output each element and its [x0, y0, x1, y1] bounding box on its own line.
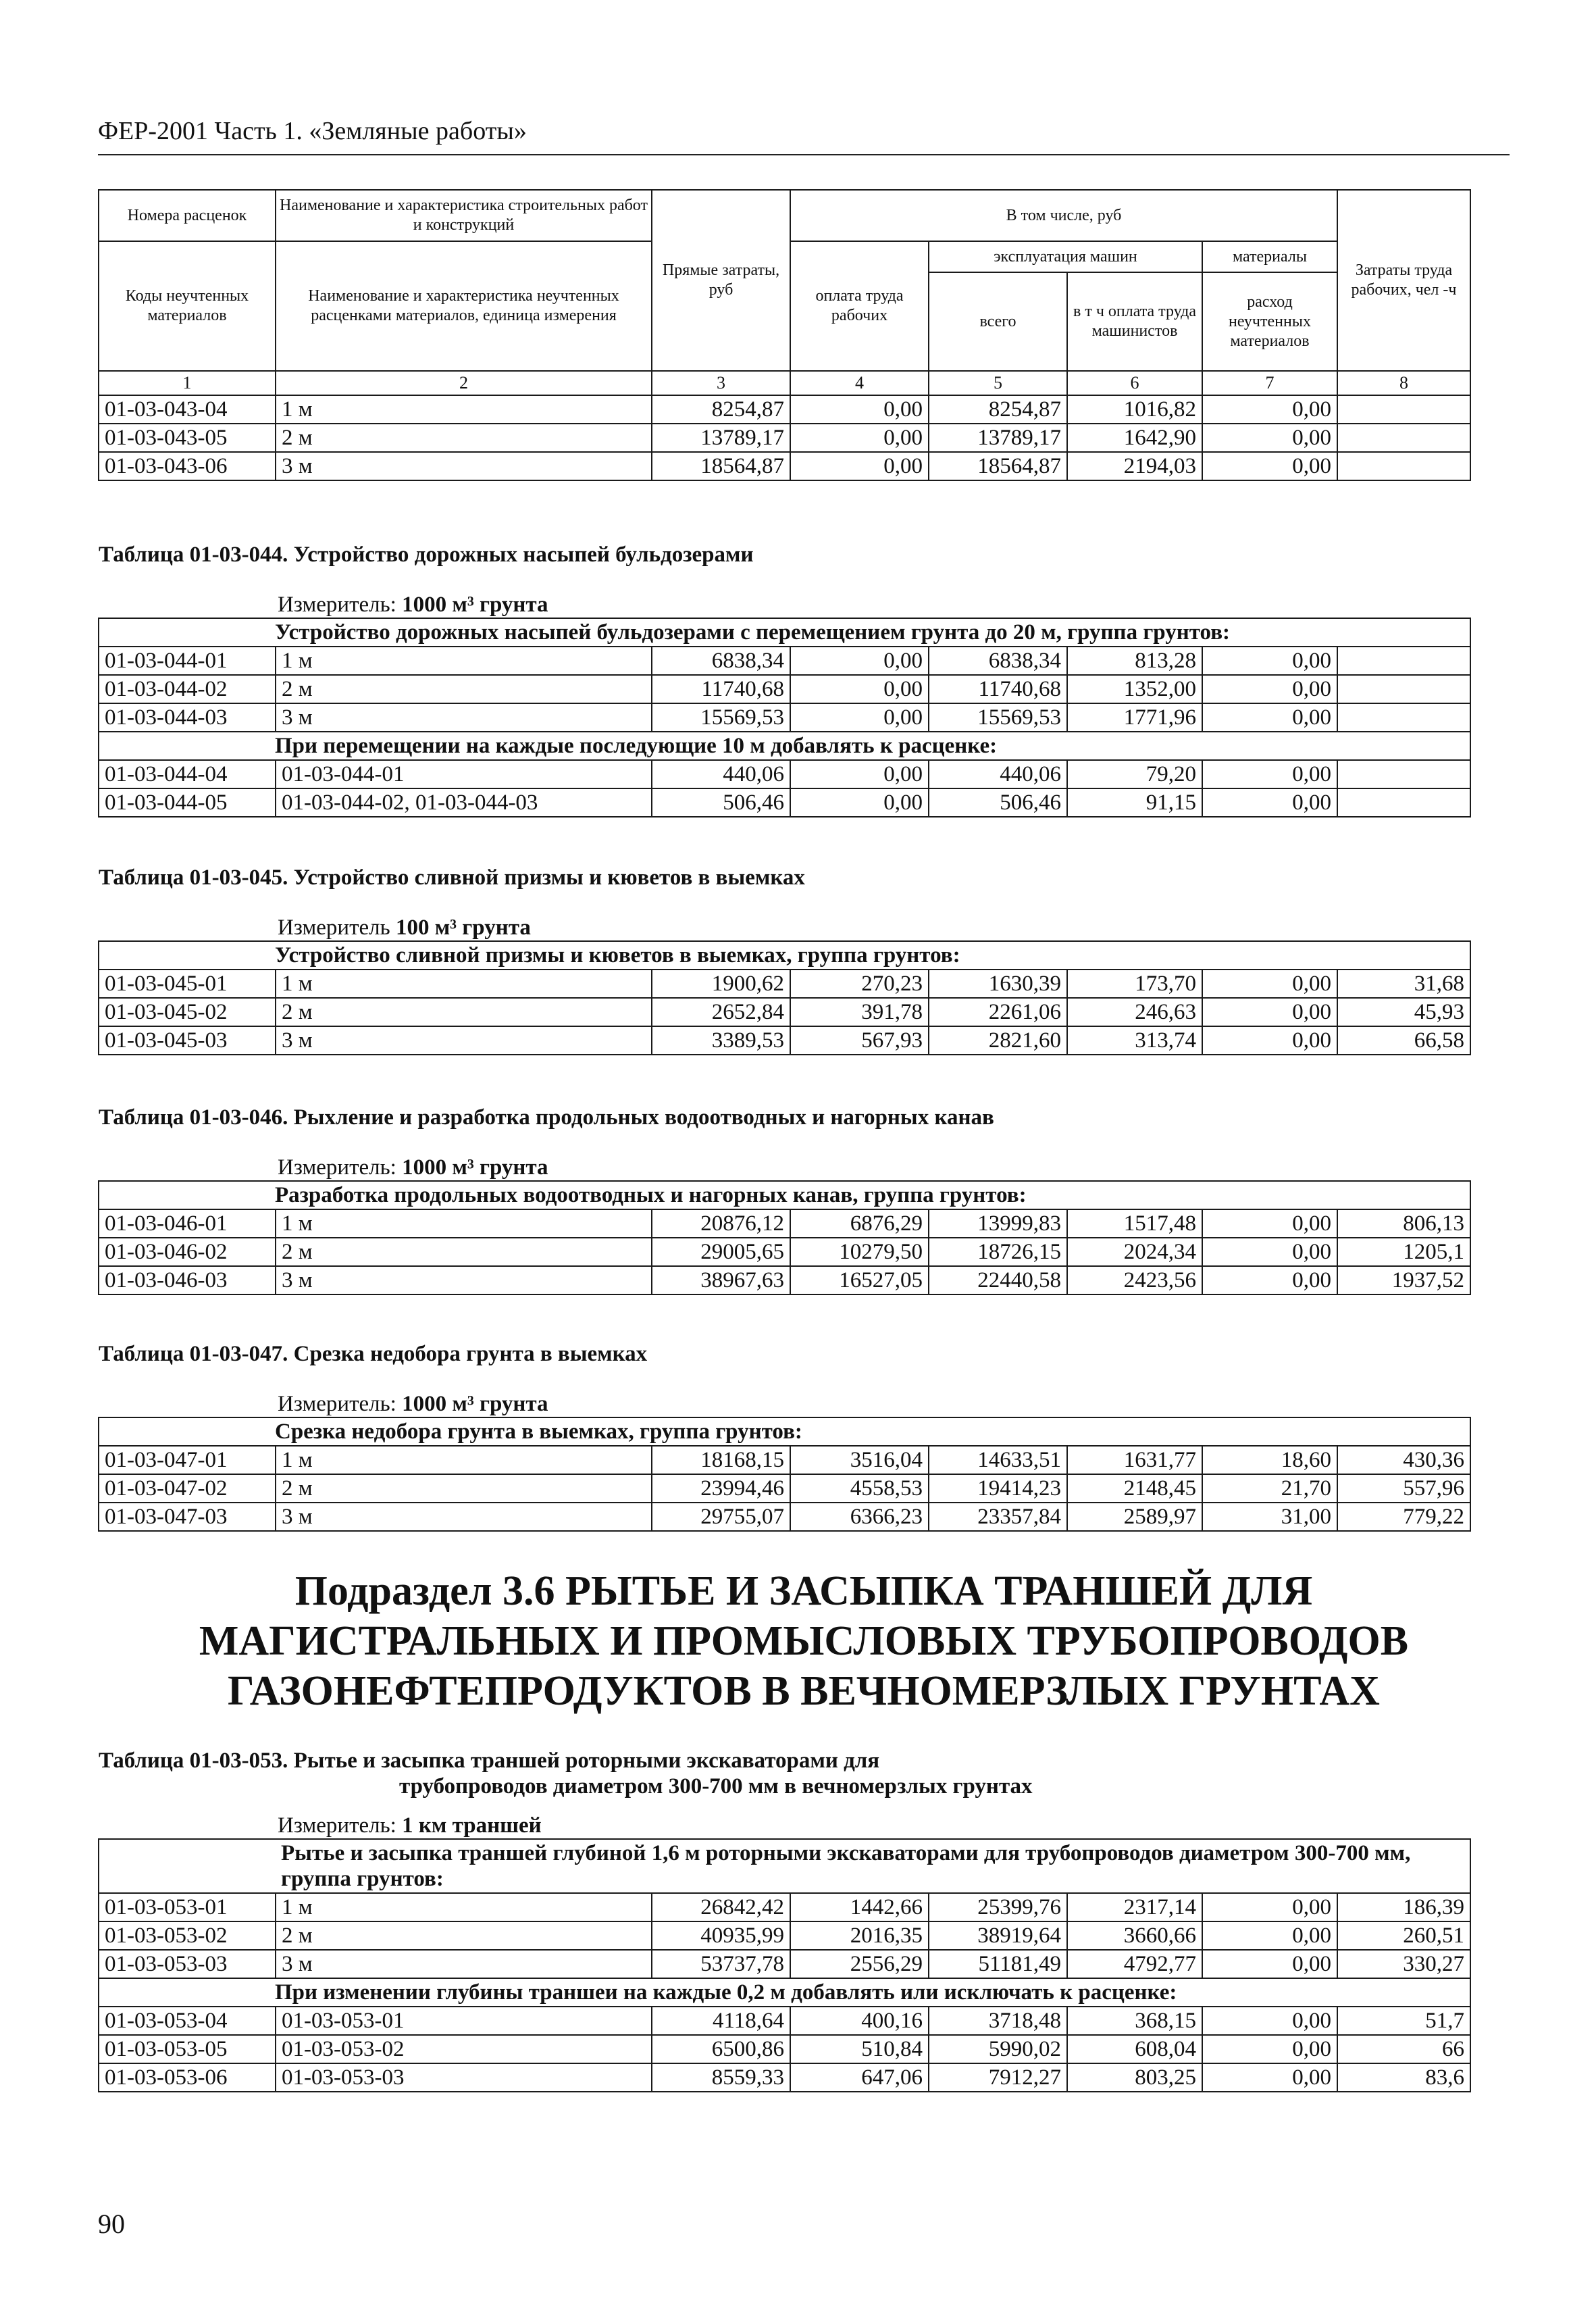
header-vtom-chisle: В том числе, руб: [790, 190, 1337, 241]
rate-code-cell: 01-03-045-02: [99, 998, 276, 1026]
value-cell: 8559,33: [652, 2063, 790, 2092]
running-header: ФЕР-2001 Часть 1. «Земляные работы»: [98, 117, 527, 145]
value-cell: 5990,02: [929, 2035, 1067, 2063]
table-row: [99, 395, 1470, 424]
value-cell: 11740,68: [652, 675, 790, 703]
value-cell: 2423,56: [1067, 1266, 1202, 1294]
header-oplata: оплата труда рабочих: [790, 241, 929, 371]
value-cell: 2024,34: [1067, 1238, 1202, 1266]
value-cell: 2821,60: [929, 1026, 1067, 1055]
value-cell: 20876,12: [652, 1209, 790, 1238]
rate-code-cell: 01-03-053-01: [99, 1893, 276, 1921]
value-cell: [1337, 452, 1470, 480]
value-cell: 0,00: [1202, 1950, 1337, 1978]
rate-code-cell: 01-03-053-02: [99, 1921, 276, 1950]
rate-code-cell: 01-03-044-01: [99, 647, 276, 675]
column-number: 2: [276, 371, 652, 395]
rate-code-cell: 01-03-053-03: [99, 1950, 276, 1978]
rate-name-cell: 1 м: [276, 395, 652, 424]
value-cell: 270,23: [790, 970, 929, 998]
value-cell: 2016,35: [790, 1921, 929, 1950]
value-cell: 246,63: [1067, 998, 1202, 1026]
value-cell: 25399,76: [929, 1893, 1067, 1921]
value-cell: 23357,84: [929, 1503, 1067, 1531]
rate-name-cell: 3 м: [276, 452, 652, 480]
rates-table-046: [98, 1076, 1471, 1295]
table-row: [99, 1209, 1470, 1238]
value-cell: 38919,64: [929, 1921, 1067, 1950]
value-cell: 0,00: [790, 788, 929, 817]
value-cell: 0,00: [1202, 970, 1337, 998]
value-cell: 1937,52: [1337, 1266, 1470, 1294]
value-cell: 2652,84: [652, 998, 790, 1026]
rate-name-cell: 01-03-044-02, 01-03-044-03: [276, 788, 652, 817]
header-expl-mashin: эксплуатация машин: [929, 241, 1202, 272]
value-cell: 8254,87: [929, 395, 1067, 424]
table-row: [99, 2035, 1470, 2063]
header-vtch-mashinistov: в т ч оплата труда машинистов: [1067, 272, 1202, 371]
value-cell: 2589,97: [1067, 1503, 1202, 1531]
table-row: [99, 2063, 1470, 2092]
table-row: [99, 1921, 1470, 1950]
header-naim-raboty: Наименование и характеристика строительных работ и конструкций: [276, 190, 652, 241]
value-cell: 15569,53: [929, 703, 1067, 732]
group-heading: Устройство сливной призмы и кюветов в выемках, группа грунтов:: [99, 941, 1470, 970]
rate-code-cell: 01-03-044-02: [99, 675, 276, 703]
rate-code-cell: 01-03-047-02: [99, 1474, 276, 1503]
column-number: 5: [929, 371, 1067, 395]
header-vsego: всего: [929, 272, 1067, 371]
value-cell: 4792,77: [1067, 1950, 1202, 1978]
table-title: Таблица 01-03-045. Устройство сливной призмы и кюветов в выемках: [99, 865, 805, 890]
rates-table-044: [98, 513, 1471, 818]
value-cell: 8254,87: [652, 395, 790, 424]
table-row: [99, 1266, 1470, 1294]
rate-code-cell: 01-03-047-03: [99, 1503, 276, 1531]
value-cell: 3660,66: [1067, 1921, 1202, 1950]
value-cell: [1337, 647, 1470, 675]
value-cell: 2556,29: [790, 1950, 929, 1978]
table-row: [99, 1503, 1470, 1531]
rate-name-cell: 01-03-053-02: [276, 2035, 652, 2063]
value-cell: 14633,51: [929, 1446, 1067, 1474]
value-cell: 0,00: [1202, 395, 1337, 424]
value-cell: [1337, 675, 1470, 703]
rate-code-cell: 01-03-043-04: [99, 395, 276, 424]
rate-code-cell: 01-03-043-06: [99, 452, 276, 480]
measure-unit: Измеритель: 1000 м³ грунта: [99, 581, 1470, 618]
rate-name-cell: 3 м: [276, 1026, 652, 1055]
value-cell: [1337, 395, 1470, 424]
value-cell: 0,00: [790, 760, 929, 788]
value-cell: 0,00: [1202, 1921, 1337, 1950]
measure-unit: Измеритель: 1000 м³ грунта: [99, 1144, 1470, 1181]
value-cell: 1205,1: [1337, 1238, 1470, 1266]
value-cell: 2317,14: [1067, 1893, 1202, 1921]
rate-name-cell: 2 м: [276, 1921, 652, 1950]
table-row: [99, 452, 1470, 480]
rate-code-cell: 01-03-044-04: [99, 760, 276, 788]
table-row: [99, 675, 1470, 703]
table-row: [99, 647, 1470, 675]
value-cell: 21,70: [1202, 1474, 1337, 1503]
value-cell: 260,51: [1337, 1921, 1470, 1950]
value-cell: 1352,00: [1067, 675, 1202, 703]
rate-name-cell: 3 м: [276, 703, 652, 732]
measure-unit: Измеритель: 1000 м³ грунта: [99, 1380, 1470, 1417]
table-row: [99, 788, 1470, 817]
value-cell: 6366,23: [790, 1503, 929, 1531]
header-nomera: Номера расценок: [99, 190, 276, 241]
value-cell: 813,28: [1067, 647, 1202, 675]
value-cell: 40935,99: [652, 1921, 790, 1950]
rate-code-cell: 01-03-045-03: [99, 1026, 276, 1055]
rate-code-cell: 01-03-046-03: [99, 1266, 276, 1294]
value-cell: 506,46: [652, 788, 790, 817]
table-row: [99, 424, 1470, 452]
value-cell: 18726,15: [929, 1238, 1067, 1266]
table-row: [99, 998, 1470, 1026]
value-cell: 368,15: [1067, 2007, 1202, 2035]
column-number: 3: [652, 371, 790, 395]
value-cell: 1900,62: [652, 970, 790, 998]
value-cell: 0,00: [790, 675, 929, 703]
value-cell: 23994,46: [652, 1474, 790, 1503]
group-heading: Устройство дорожных насыпей бульдозерами с перемещением грунта до 20 м, группа грунтов:: [99, 618, 1470, 647]
table-title: Таблица 01-03-044. Устройство дорожных насыпей бульдозерами: [99, 543, 754, 567]
value-cell: 430,36: [1337, 1446, 1470, 1474]
value-cell: 0,00: [790, 703, 929, 732]
value-cell: 647,06: [790, 2063, 929, 2092]
value-cell: 6876,29: [790, 1209, 929, 1238]
value-cell: 0,00: [1202, 675, 1337, 703]
value-cell: 1630,39: [929, 970, 1067, 998]
group-heading: При изменении глубины траншеи на каждые 0,2 м добавлять или исключать к расценке:: [99, 1978, 1470, 2007]
value-cell: 66: [1337, 2035, 1470, 2063]
value-cell: 0,00: [1202, 1893, 1337, 1921]
header-pryamye: Прямые затраты, руб: [652, 190, 790, 371]
table-row: [99, 1950, 1470, 1978]
table-row: [99, 2007, 1470, 2035]
value-cell: 0,00: [1202, 998, 1337, 1026]
value-cell: 0,00: [1202, 1209, 1337, 1238]
value-cell: 3516,04: [790, 1446, 929, 1474]
column-number: 4: [790, 371, 929, 395]
measure-unit: Измеритель 100 м³ грунта: [99, 904, 1470, 941]
table-row: [99, 970, 1470, 998]
table-row: [99, 1026, 1470, 1055]
value-cell: 2261,06: [929, 998, 1067, 1026]
rate-code-cell: 01-03-047-01: [99, 1446, 276, 1474]
table-title: Таблица 01-03-047. Срезка недобора грунта в выемках: [99, 1342, 648, 1366]
value-cell: 66,58: [1337, 1026, 1470, 1055]
value-cell: 79,20: [1067, 760, 1202, 788]
value-cell: 608,04: [1067, 2035, 1202, 2063]
value-cell: 10279,50: [790, 1238, 929, 1266]
value-cell: 0,00: [1202, 2007, 1337, 2035]
rate-name-cell: 2 м: [276, 1238, 652, 1266]
rate-name-cell: 2 м: [276, 998, 652, 1026]
column-number-row: [99, 371, 1470, 395]
value-cell: [1337, 424, 1470, 452]
value-cell: 13789,17: [652, 424, 790, 452]
value-cell: 313,74: [1067, 1026, 1202, 1055]
value-cell: 330,27: [1337, 1950, 1470, 1978]
value-cell: 803,25: [1067, 2063, 1202, 2092]
rate-name-cell: 3 м: [276, 1503, 652, 1531]
value-cell: 1631,77: [1067, 1446, 1202, 1474]
value-cell: 391,78: [790, 998, 929, 1026]
value-cell: 567,93: [790, 1026, 929, 1055]
rate-code-cell: 01-03-053-06: [99, 2063, 276, 2092]
value-cell: 0,00: [1202, 2063, 1337, 2092]
value-cell: 91,15: [1067, 788, 1202, 817]
page-number: 90: [98, 2209, 125, 2239]
value-cell: 2194,03: [1067, 452, 1202, 480]
value-cell: 19414,23: [929, 1474, 1067, 1503]
value-cell: 0,00: [1202, 1266, 1337, 1294]
rate-name-cell: 1 м: [276, 1209, 652, 1238]
value-cell: [1337, 788, 1470, 817]
value-cell: 51,7: [1337, 2007, 1470, 2035]
value-cell: 0,00: [1202, 1026, 1337, 1055]
value-cell: 18564,87: [929, 452, 1067, 480]
rate-name-cell: 01-03-044-01: [276, 760, 652, 788]
value-cell: 0,00: [790, 395, 929, 424]
value-cell: 38967,63: [652, 1266, 790, 1294]
value-cell: 15569,53: [652, 703, 790, 732]
value-cell: 779,22: [1337, 1503, 1470, 1531]
value-cell: 13999,83: [929, 1209, 1067, 1238]
value-cell: 173,70: [1067, 970, 1202, 998]
table-row: [99, 1238, 1470, 1266]
table-title: Таблица 01-03-046. Рыхление и разработка продольных водоотводных и нагорных канав: [99, 1105, 994, 1130]
rate-name-cell: 2 м: [276, 1474, 652, 1503]
value-cell: 0,00: [1202, 1238, 1337, 1266]
value-cell: 7912,27: [929, 2063, 1067, 2092]
group-heading: Срезка недобора грунта в выемках, группа грунтов:: [99, 1417, 1470, 1446]
value-cell: 11740,68: [929, 675, 1067, 703]
value-cell: 2148,45: [1067, 1474, 1202, 1503]
value-cell: 29005,65: [652, 1238, 790, 1266]
value-cell: 22440,58: [929, 1266, 1067, 1294]
value-cell: 0,00: [790, 424, 929, 452]
rate-name-cell: 2 м: [276, 424, 652, 452]
group-heading: Разработка продольных водоотводных и нагорных канав, группа грунтов:: [99, 1181, 1470, 1209]
rate-name-cell: 1 м: [276, 647, 652, 675]
value-cell: 186,39: [1337, 1893, 1470, 1921]
value-cell: 29755,07: [652, 1503, 790, 1531]
rate-name-cell: 01-03-053-01: [276, 2007, 652, 2035]
table-title: Таблица 01-03-053. Рытье и засыпка траншей роторными экскаваторами для трубопроводов диаметром 300-700 мм в вечномерзлых грунтах: [99, 1749, 1033, 1799]
value-cell: 0,00: [1202, 760, 1337, 788]
value-cell: 18,60: [1202, 1446, 1337, 1474]
group-heading: Рытье и засыпка траншей глубиной 1,6 м роторными экскаваторами для трубопроводов диаметром 300-700 мм, группа грунтов:: [276, 1839, 1470, 1893]
value-cell: 0,00: [1202, 452, 1337, 480]
value-cell: 6838,34: [652, 647, 790, 675]
value-cell: 0,00: [1202, 703, 1337, 732]
rate-name-cell: 2 м: [276, 675, 652, 703]
rate-code-cell: 01-03-044-05: [99, 788, 276, 817]
rate-code-cell: 01-03-053-04: [99, 2007, 276, 2035]
value-cell: 0,00: [1202, 788, 1337, 817]
value-cell: 0,00: [1202, 424, 1337, 452]
value-cell: 1771,96: [1067, 703, 1202, 732]
value-cell: 0,00: [790, 647, 929, 675]
rate-name-cell: 1 м: [276, 970, 652, 998]
value-cell: 510,84: [790, 2035, 929, 2063]
table-row: [99, 703, 1470, 732]
value-cell: 1016,82: [1067, 395, 1202, 424]
rate-code-cell: 01-03-046-02: [99, 1238, 276, 1266]
value-cell: 440,06: [652, 760, 790, 788]
value-cell: 3389,53: [652, 1026, 790, 1055]
value-cell: [1337, 760, 1470, 788]
value-cell: 557,96: [1337, 1474, 1470, 1503]
header-materialy: материалы: [1202, 241, 1337, 272]
rate-name-cell: 1 м: [276, 1893, 652, 1921]
column-number: 1: [99, 371, 276, 395]
value-cell: 440,06: [929, 760, 1067, 788]
measure-unit: Измеритель: 1 км траншей: [99, 1802, 1470, 1839]
value-cell: 3718,48: [929, 2007, 1067, 2035]
header-zatraty: Затраты труда рабочих, чел -ч: [1337, 190, 1470, 371]
rates-table-053: [98, 1733, 1471, 2092]
value-cell: 400,16: [790, 2007, 929, 2035]
header-kody: Коды неучтенных материалов: [99, 241, 276, 371]
value-cell: 53737,78: [652, 1950, 790, 1978]
value-cell: 1442,66: [790, 1893, 929, 1921]
value-cell: 506,46: [929, 788, 1067, 817]
rate-code-cell: 01-03-053-05: [99, 2035, 276, 2063]
column-number: 8: [1337, 371, 1470, 395]
value-cell: 1517,48: [1067, 1209, 1202, 1238]
table-row: [99, 1893, 1470, 1921]
rate-code-cell: 01-03-046-01: [99, 1209, 276, 1238]
value-cell: 26842,42: [652, 1893, 790, 1921]
value-cell: 51181,49: [929, 1950, 1067, 1978]
value-cell: 13789,17: [929, 424, 1067, 452]
column-number: 7: [1202, 371, 1337, 395]
rates-table-045: [98, 836, 1471, 1055]
value-cell: 83,6: [1337, 2063, 1470, 2092]
value-cell: [1337, 703, 1470, 732]
value-cell: 18564,87: [652, 452, 790, 480]
value-cell: 6500,86: [652, 2035, 790, 2063]
rates-table-047: [98, 1313, 1471, 1532]
value-cell: 18168,15: [652, 1446, 790, 1474]
value-cell: 16527,05: [790, 1266, 929, 1294]
value-cell: 4118,64: [652, 2007, 790, 2035]
header-rashod: расход неучтенных материалов: [1202, 272, 1337, 371]
value-cell: 45,93: [1337, 998, 1470, 1026]
column-number: 6: [1067, 371, 1202, 395]
table-row: [99, 760, 1470, 788]
rate-name-cell: 3 м: [276, 1266, 652, 1294]
value-cell: 0,00: [1202, 2035, 1337, 2063]
value-cell: 806,13: [1337, 1209, 1470, 1238]
group-heading: При перемещении на каждые последующие 10 м добавлять к расценке:: [99, 732, 1470, 760]
value-cell: 1642,90: [1067, 424, 1202, 452]
rate-name-cell: 01-03-053-03: [276, 2063, 652, 2092]
value-cell: 31,68: [1337, 970, 1470, 998]
value-cell: 4558,53: [790, 1474, 929, 1503]
value-cell: 6838,34: [929, 647, 1067, 675]
rate-code-cell: 01-03-044-03: [99, 703, 276, 732]
value-cell: 31,00: [1202, 1503, 1337, 1531]
rate-name-cell: 3 м: [276, 1950, 652, 1978]
table-row: [99, 1446, 1470, 1474]
header-rule: [98, 154, 1510, 155]
section-title: Подраздел 3.6 РЫТЬЕ И ЗАСЫПКА ТРАНШЕЙ ДЛЯ МАГИСТРАЛЬНЫХ И ПРОМЫСЛОВЫХ ТРУБОПРОВОДОВ ГАЗОНЕФТЕПРОДУКТОВ В ВЕЧНОМЕРЗЛЫХ ГРУНТАХ: [199, 1568, 1409, 1714]
value-cell: 0,00: [790, 452, 929, 480]
value-cell: 0,00: [1202, 647, 1337, 675]
rate-code-cell: 01-03-043-05: [99, 424, 276, 452]
table-row: [99, 1474, 1470, 1503]
header-naim-materialy: Наименование и характеристика неучтенных расценками материалов, единица измерения: [276, 241, 652, 371]
rate-code-cell: 01-03-045-01: [99, 970, 276, 998]
rate-name-cell: 1 м: [276, 1446, 652, 1474]
rates-table-043: [98, 189, 1471, 481]
